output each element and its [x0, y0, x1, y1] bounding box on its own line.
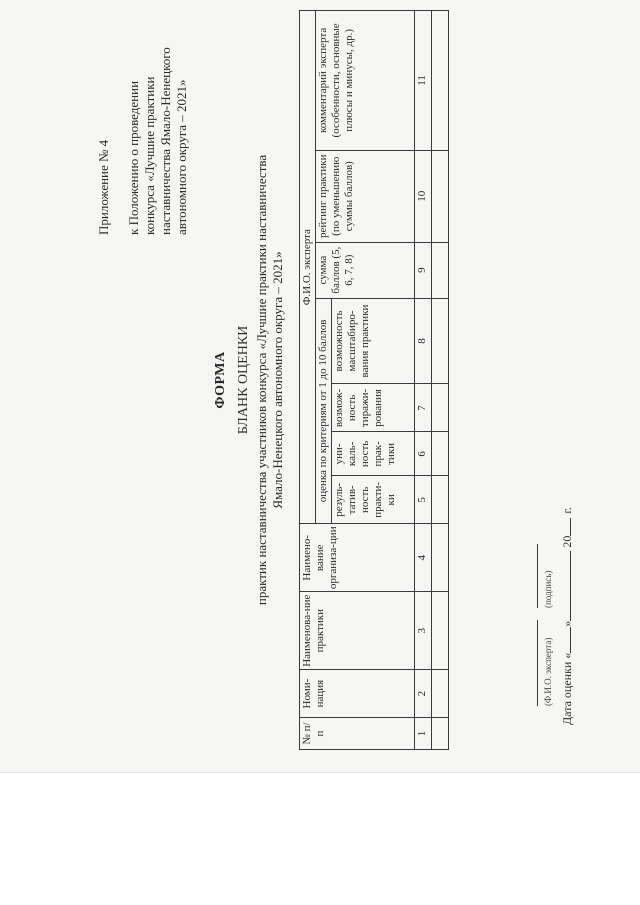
header-sum: сумма баллов (5, 6, 7, 8): [316, 242, 415, 298]
header-rating: рейтинг практики (по уменьшению суммы баллов): [316, 150, 415, 242]
header-criteria: оценка по критериям от 1 до 10 баллов: [316, 298, 332, 524]
col-number: 5: [415, 476, 432, 524]
col-number: 4: [415, 524, 432, 592]
subtitle-line: Ямало-Ненецкого автономного округа – 2021»: [270, 251, 285, 509]
subtitle-line: практик наставничества участников конкурса «Лучшие практики наставничества: [254, 154, 269, 606]
header-crit-replic: возмож-ность тиражи-рования: [332, 384, 415, 432]
header-org-name: Наимено-вание организа-ции: [300, 524, 415, 592]
date-prefix: Дата оценки «: [560, 652, 574, 725]
date-mid: »: [560, 620, 574, 627]
form-title: ФОРМА: [213, 351, 228, 409]
evaluation-date-line: [560, 507, 575, 725]
appendix-line: автономного округа – 2021»: [174, 79, 189, 235]
header-nomination: Номи-нация: [300, 670, 415, 718]
col-number: 3: [415, 592, 432, 670]
header-practice-name: Наименова-ние практики: [300, 592, 415, 670]
header-crit-results: резуль-татив-ность практи-ки: [332, 476, 415, 524]
subtitle: [254, 0, 286, 760]
signature-caption: (подпись): [543, 570, 553, 608]
signature-area: [525, 544, 554, 706]
header-expert: Ф.И.О. эксперта: [300, 11, 316, 524]
appendix-line: наставничества Ямало-Ненецкого: [158, 47, 173, 235]
header-no: № п/п: [300, 718, 415, 750]
col-number: 8: [415, 298, 432, 384]
expert-name-caption: (Ф.И.О. эксперта): [543, 637, 553, 706]
evaluation-table: [299, 10, 449, 750]
date-year: 20: [560, 535, 574, 548]
col-number: 9: [415, 242, 432, 298]
table-row-empty: [432, 11, 449, 750]
header-crit-unique: уни-каль-ность прак-тики: [332, 432, 415, 476]
col-number: 6: [415, 432, 432, 476]
appendix-line: к Положению о проведении: [126, 80, 141, 235]
table-row-numbers: [415, 11, 432, 750]
col-number: 7: [415, 384, 432, 432]
col-number: 10: [415, 150, 432, 242]
header-comment: комментарий эксперта (особенности, основные плюсы и минусы, др.): [316, 11, 415, 151]
header-crit-scale: возможность масштабиро-вания практики: [332, 298, 415, 384]
blank-title: БЛАНК ОЦЕНКИ: [236, 325, 251, 435]
date-suffix: г.: [560, 507, 574, 514]
appendix-line: конкурса «Лучшие практики: [142, 76, 157, 235]
col-number: 1: [415, 718, 432, 750]
col-number: 11: [415, 11, 432, 151]
col-number: 2: [415, 670, 432, 718]
appendix-block: [96, 35, 190, 235]
appendix-number: Приложение № 4: [96, 139, 111, 235]
